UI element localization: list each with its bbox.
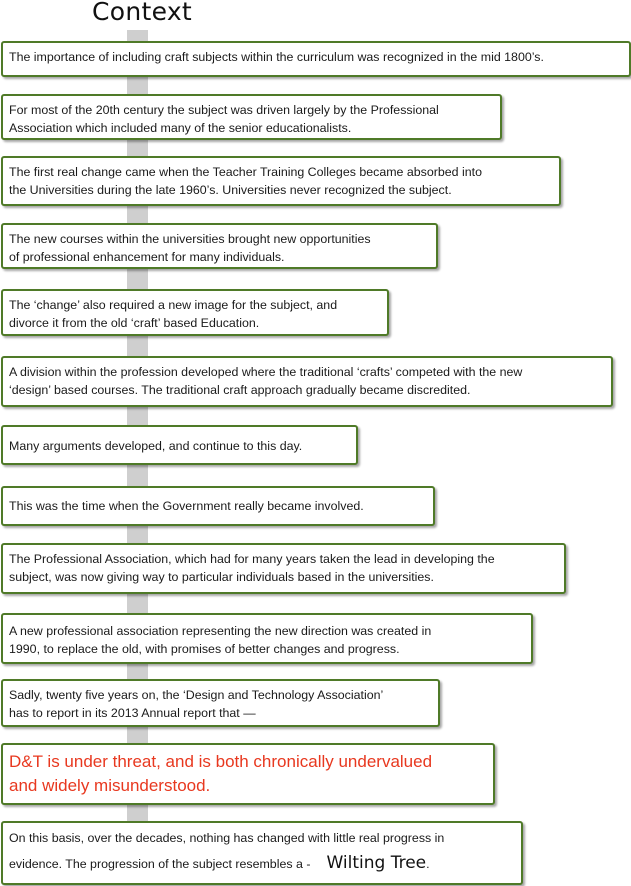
threat-callout-box	[1, 743, 495, 805]
box-line: On this basis, over the decades, nothing has changed with little real progress in	[9, 831, 445, 845]
box-line: subject, was now giving way to particular individuals based in the universities.	[9, 570, 434, 584]
context-box-8	[1, 486, 435, 526]
box-line: The first real change came when the Teacher Training Colleges became absorbed into	[9, 165, 482, 179]
box-line: The ‘change’ also required a new image for the subject, and	[9, 298, 338, 312]
box-line-final	[9, 854, 515, 873]
context-box-3	[1, 156, 561, 206]
context-box-6	[1, 356, 613, 407]
threat-line: D&T is under threat, and is both chronically undervalued	[9, 752, 433, 771]
conclusion-box	[1, 821, 523, 885]
box-line: ‘design’ based courses. The traditional craft approach gradually became discredited.	[9, 383, 471, 397]
box-line-text: evidence. The progression of the subject resembles a -	[9, 857, 311, 871]
context-box-7	[1, 425, 358, 465]
box-line: Sadly, twenty five years on, the ‘Design and Technology Association’	[9, 688, 384, 702]
context-box-9	[1, 543, 566, 594]
context-box-10	[1, 613, 533, 664]
box-line: The importance of including craft subjects within the curriculum was recognized in the mid 1800’s.	[9, 50, 544, 64]
box-line: This was the time when the Government really became involved.	[9, 499, 364, 513]
box-line: A division within the profession developed where the traditional ‘crafts’ competed with the new	[9, 365, 523, 379]
context-box-5	[1, 289, 389, 336]
box-line: divorce it from the old ‘craft’ based Education.	[9, 316, 260, 330]
box-line: For most of the 20th century the subject was driven largely by the Professional	[9, 103, 439, 117]
final-period: .	[426, 857, 430, 871]
box-line: Association which included many of the senior educationalists.	[9, 121, 352, 135]
context-box-4	[1, 223, 438, 269]
box-line: A new professional association representing the new direction was created in	[9, 624, 432, 638]
page-title: Context	[92, 0, 193, 26]
box-line: the Universities during the late 1960’s. Universities never recognized the subject.	[9, 183, 452, 197]
context-box-1	[1, 41, 631, 77]
box-line: The Professional Association, which had for many years taken the lead in developing the	[9, 552, 495, 566]
context-box-11	[1, 679, 440, 727]
box-line: of professional enhancement for many individuals.	[9, 250, 285, 264]
threat-line: and widely misunderstood.	[9, 776, 211, 795]
box-line: has to report in its 2013 Annual report that —	[9, 706, 256, 720]
box-line: Many arguments developed, and continue to this day.	[9, 439, 303, 453]
wilting-tree-emphasis: Wilting Tree	[326, 853, 427, 873]
box-line: 1990, to replace the old, with promises of better changes and progress.	[9, 642, 400, 656]
context-box-2	[1, 94, 502, 140]
box-line: The new courses within the universities brought new opportunities	[9, 232, 371, 246]
